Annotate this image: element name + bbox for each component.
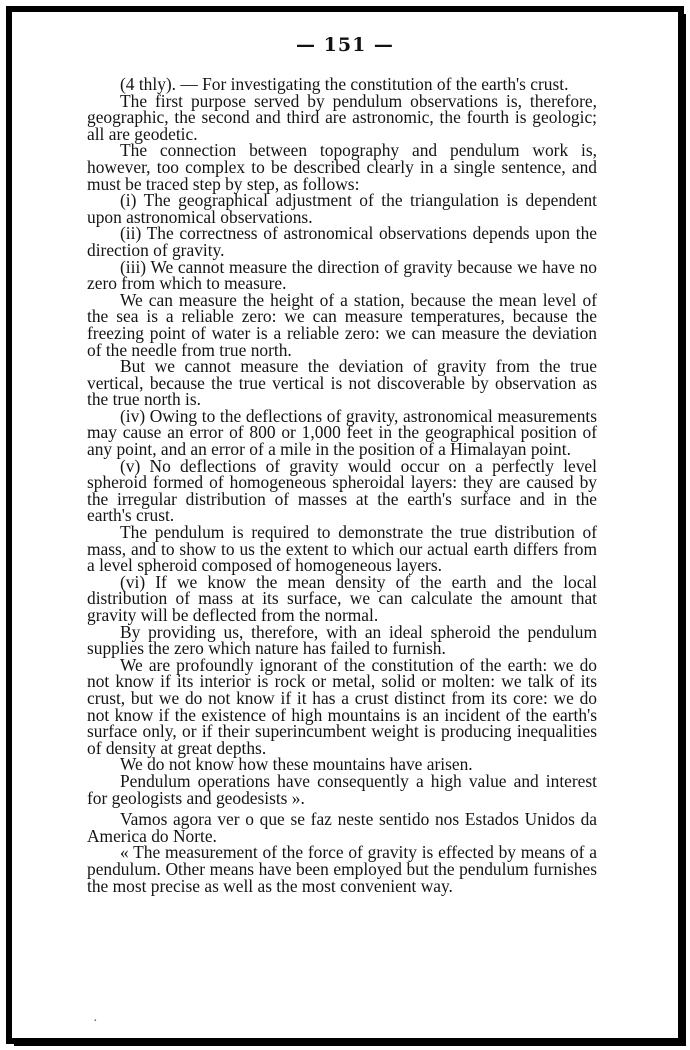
paragraph: We do not know how these mountains have arisen. <box>120 754 473 775</box>
page-number: — 151 — <box>296 34 394 56</box>
text-body <box>87 76 597 894</box>
paragraph: (ii) The correctness of astronomical observations depends upon the direction of gravity. <box>87 223 597 260</box>
paragraph: By providing us, therefore, with an ideal spheroid the pendulum supplies the zero which nature has failed to furnish. <box>87 621 597 659</box>
paragraph: The first purpose served by pendulum observations is, therefore, geographic, the second and third are astronomic, the fourth is geologic; all are geodetic. <box>87 90 597 144</box>
footer-mark: · <box>93 1014 98 1029</box>
paragraph: Pendulum operations have consequently a high value and interest for geologists and geodesists ». <box>87 770 597 808</box>
paragraph: « The measurement of the force of gravity is effected by means of a pendulum. Other means have been employed but the pendulum furnishes the most precise as well as the most convenient way. <box>87 842 597 896</box>
paragraph: (iv) Owing to the deflections of gravity, astronomical measurements may cause an error of 800 or 1,000 feet in the geographical position of any point, and an error of a mile in the position of a Himalayan point. <box>87 405 597 460</box>
paragraph: We can measure the height of a station, because the mean level of the sea is a reliable zero: we can measure temperatures, because the freezing point of water is a reliable zero: we can measure the deviation of the needle from true north. <box>87 289 597 360</box>
paragraph: Vamos agora ver o que se faz neste sentido nos Estados Unidos da America do Norte. <box>87 809 597 846</box>
page-shadow-right <box>680 14 686 1040</box>
paragraph: (v) No deflections of gravity would occur on a perfectly level spheroid formed of homogeneous spheroidal layers: they are caused by the irregular distribution of masses at the earth's surface and in the earth's crust. <box>87 455 597 526</box>
page-shadow-bottom <box>14 1040 686 1046</box>
paragraph: But we cannot measure the deviation of gravity from the true vertical, because the true vertical is not discoverable by observation as the true north is. <box>87 356 597 410</box>
paragraph: We are profoundly ignorant of the constitution of the earth: we do not know if its interior is rock or metal, solid or molten: we talk of its crust, but we do not know if it has a crust distinct from its core: we do not know if the existence of high mountains is an incident of the earth's surface only, or if their superincumbent weight is producing inequalities of density at great depths. <box>87 654 597 758</box>
paragraph: (iii) We cannot measure the direction of gravity because we have no zero from which to measure. <box>87 256 597 294</box>
paragraph: The pendulum is required to demonstrate the true distribution of mass, and to show to us the extent to which our actual earth differs from a level spheroid composed of homogeneous layers. <box>87 522 597 576</box>
paragraph: (vi) If we know the mean density of the earth and the local distribution of mass at its surface, we can calculate the amount that gravity will be deflected from the normal. <box>87 571 597 625</box>
paragraph: (i) The geographical adjustment of the triangulation is dependent upon astronomical observations. <box>87 190 597 227</box>
paragraph: (4 thly). — For investigating the constitution of the earth's crust. <box>120 74 569 94</box>
paragraph: The connection between topography and pendulum work is, however, too complex to be described clearly in a single sentence, and must be traced step by step, as follows: <box>87 140 597 194</box>
